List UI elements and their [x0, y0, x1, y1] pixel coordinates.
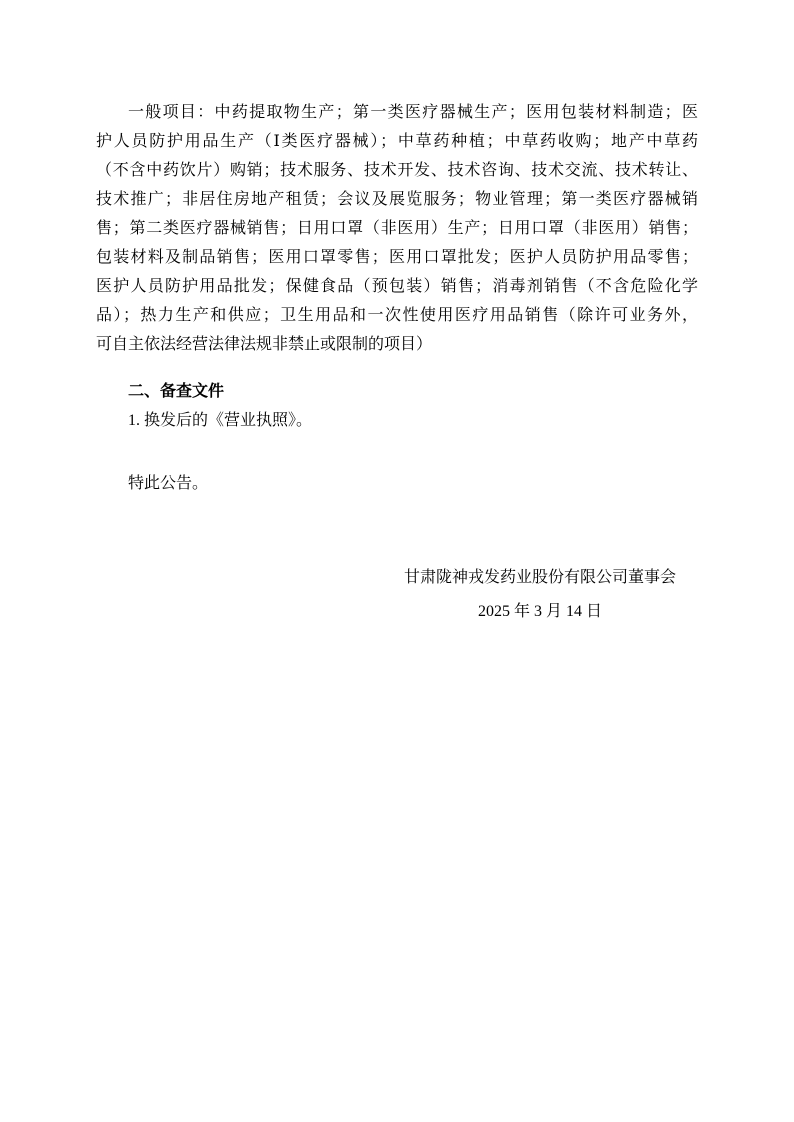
paragraph-line: 品）；热力生产和供应；卫生用品和一次性使用医疗用品销售（除许可业务外， — [96, 307, 698, 324]
paragraph-line: 护人员防护用品生产（Ⅰ类医疗器械）；中草药种植；中草药收购；地产中草药 — [96, 133, 698, 150]
paragraph-line: 医护人员防护用品批发；保健食品（预包装）销售；消毒剂销售（不含危险化学 — [96, 278, 698, 295]
company-board-name: 甘肃陇神戎发药业股份有限公司董事会 — [403, 569, 676, 586]
inspection-document-item: 1. 换发后的《营业执照》。 — [128, 412, 313, 429]
signature-block — [404, 561, 676, 629]
paragraph-line: （不含中药饮片）购销；技术服务、技术开发、技术咨询、技术交流、技术转让、 — [96, 162, 698, 179]
section-heading-documents-for-inspection: 二、备查文件 — [128, 383, 225, 400]
paragraph-line: 包装材料及制品销售；医用口罩零售；医用口罩批发；医护人员防护用品零售； — [96, 249, 698, 266]
paragraph-line: 售；第二类医疗器械销售；日用口罩（非医用）生产；日用口罩（非医用）销售； — [96, 220, 698, 237]
document-content — [96, 98, 698, 629]
closing-statement: 特此公告。 — [128, 475, 209, 492]
paragraph-line: 可自主依法经营法律法规非禁止或限制的项目） — [96, 336, 433, 353]
paragraph-line: 技术推广；非居住房地产租赁；会议及展览服务；物业管理；第一类医疗器械销 — [96, 191, 698, 208]
announcement-date: 2025 年 3 月 14 日 — [477, 603, 602, 620]
paragraph-line: 一般项目：中药提取物生产；第一类医疗器械生产；医用包装材料制造；医 — [128, 104, 698, 121]
business-scope-paragraph — [96, 98, 698, 359]
